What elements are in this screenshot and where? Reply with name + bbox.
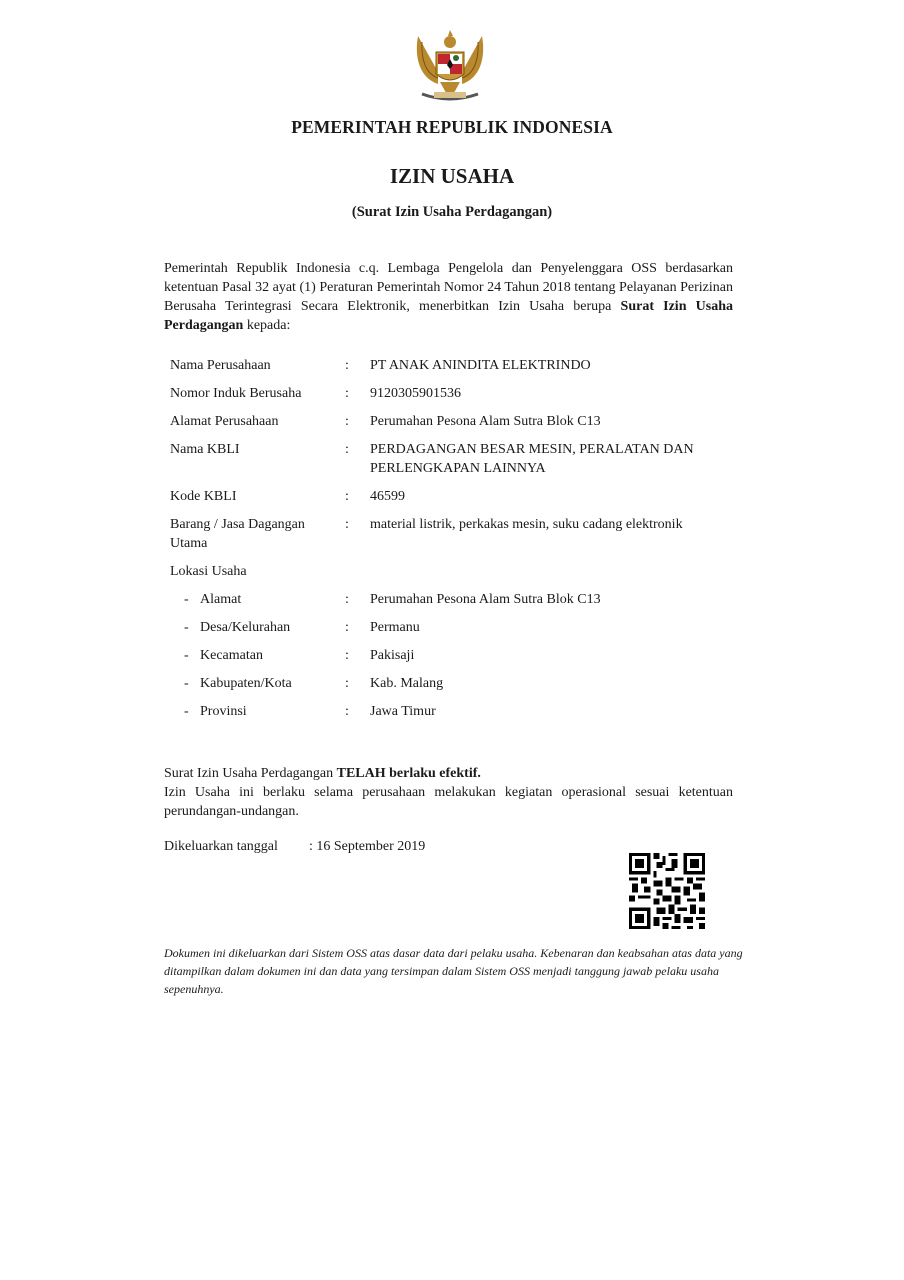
field-value: PT ANAK ANINDITA ELEKTRINDO [370,358,591,373]
status-paragraph [164,764,733,821]
field-label: Kecamatan [200,648,263,663]
disclaimer-footer: Dokumen ini dikeluarkan dari Sistem OSS atas dasar data dari pelaku usaha. Kebenaran dan keabsahan atas data yang ditampilkan dalam dokumen ini dan data yang tersimpan dalam Sistem OSS menjadi tanggung jawab pelaku usaha sepenuhnya. [164,946,743,996]
garuda-emblem-icon [412,28,488,108]
field-value: Perumahan Pesona Alam Sutra Blok C13 [370,414,601,429]
status-prefix: Surat Izin Usaha Perdagangan [164,766,337,781]
intro-bold: Surat Izin Usaha Perdagangan [164,299,733,333]
field-colon: : [345,414,349,429]
status-line [164,764,733,783]
field-colon: : [345,648,349,663]
field-colon: : [345,517,349,532]
list-dash: - [184,676,189,691]
status-effective: TELAH berlaku efektif. [336,766,481,781]
field-colon: : [345,358,349,373]
field-value: Jawa Timur [370,704,436,719]
field-label: Nama KBLI [170,442,240,457]
location-heading: Lokasi Usaha [170,564,247,579]
field-colon: : [345,704,349,719]
field-label: Kabupaten/Kota [200,676,292,691]
field-label: Provinsi [200,704,247,719]
field-value: Pakisaji [370,648,415,663]
list-dash: - [184,648,189,663]
field-colon: : [345,620,349,635]
intro-paragraph [164,259,733,335]
field-colon: : [345,386,349,401]
field-label: Alamat Perusahaan [170,414,279,429]
list-dash: - [184,592,189,607]
field-label: Desa/Kelurahan [200,620,291,635]
government-heading: PEMERINTAH REPUBLIK INDONESIA [291,117,613,137]
field-label: Alamat [200,592,242,607]
field-value: material listrik, perkakas mesin, suku cadang elektronik [370,517,683,532]
intro-tail: kepada: [243,318,291,333]
validity-text: Izin Usaha ini berlaku selama perusahaan melakukan kegiatan operasional sesuai ketentuan perundangan-undangan. [164,785,733,819]
field-colon: : [345,592,349,607]
field-value: Permanu [370,620,420,635]
field-value: PERDAGANGAN BESAR MESIN, PERALATAN DAN PERLENGKAPAN LAINNYA [370,442,694,476]
qr-code-icon [628,853,706,929]
field-colon: : [345,489,349,504]
intro-text: Pemerintah Republik Indonesia c.q. Lembaga Pengelola dan Penyelenggara OSS berdasarkan ketentuan Pasal 32 ayat (1) Peraturan Pemerintah Nomor 24 Tahun 2018 tentang Pelayanan Perizinan Berusaha Terintegrasi Secara Elektronik, menerbitkan Izin Usaha berupa [164,261,733,314]
field-colon: : [345,442,349,457]
document-subtitle: (Surat Izin Usaha Perdagangan) [351,204,553,220]
issued-value: : 16 September 2019 [309,839,426,854]
field-value: 9120305901536 [370,386,461,401]
field-label: Kode KBLI [170,489,237,504]
field-value: Perumahan Pesona Alam Sutra Blok C13 [370,592,601,607]
field-label: Nomor Induk Berusaha [170,386,302,401]
field-label: Nama Perusahaan [170,358,271,373]
issued-date-row [164,839,426,855]
list-dash: - [184,704,189,719]
document-title: IZIN USAHA [389,164,515,188]
issued-label: Dikeluarkan tanggal [164,839,278,854]
field-value: 46599 [370,489,405,504]
field-colon: : [345,676,349,691]
field-value: Kab. Malang [370,676,444,691]
field-label: Barang / Jasa Dagangan Utama [170,517,305,551]
list-dash: - [184,620,189,635]
